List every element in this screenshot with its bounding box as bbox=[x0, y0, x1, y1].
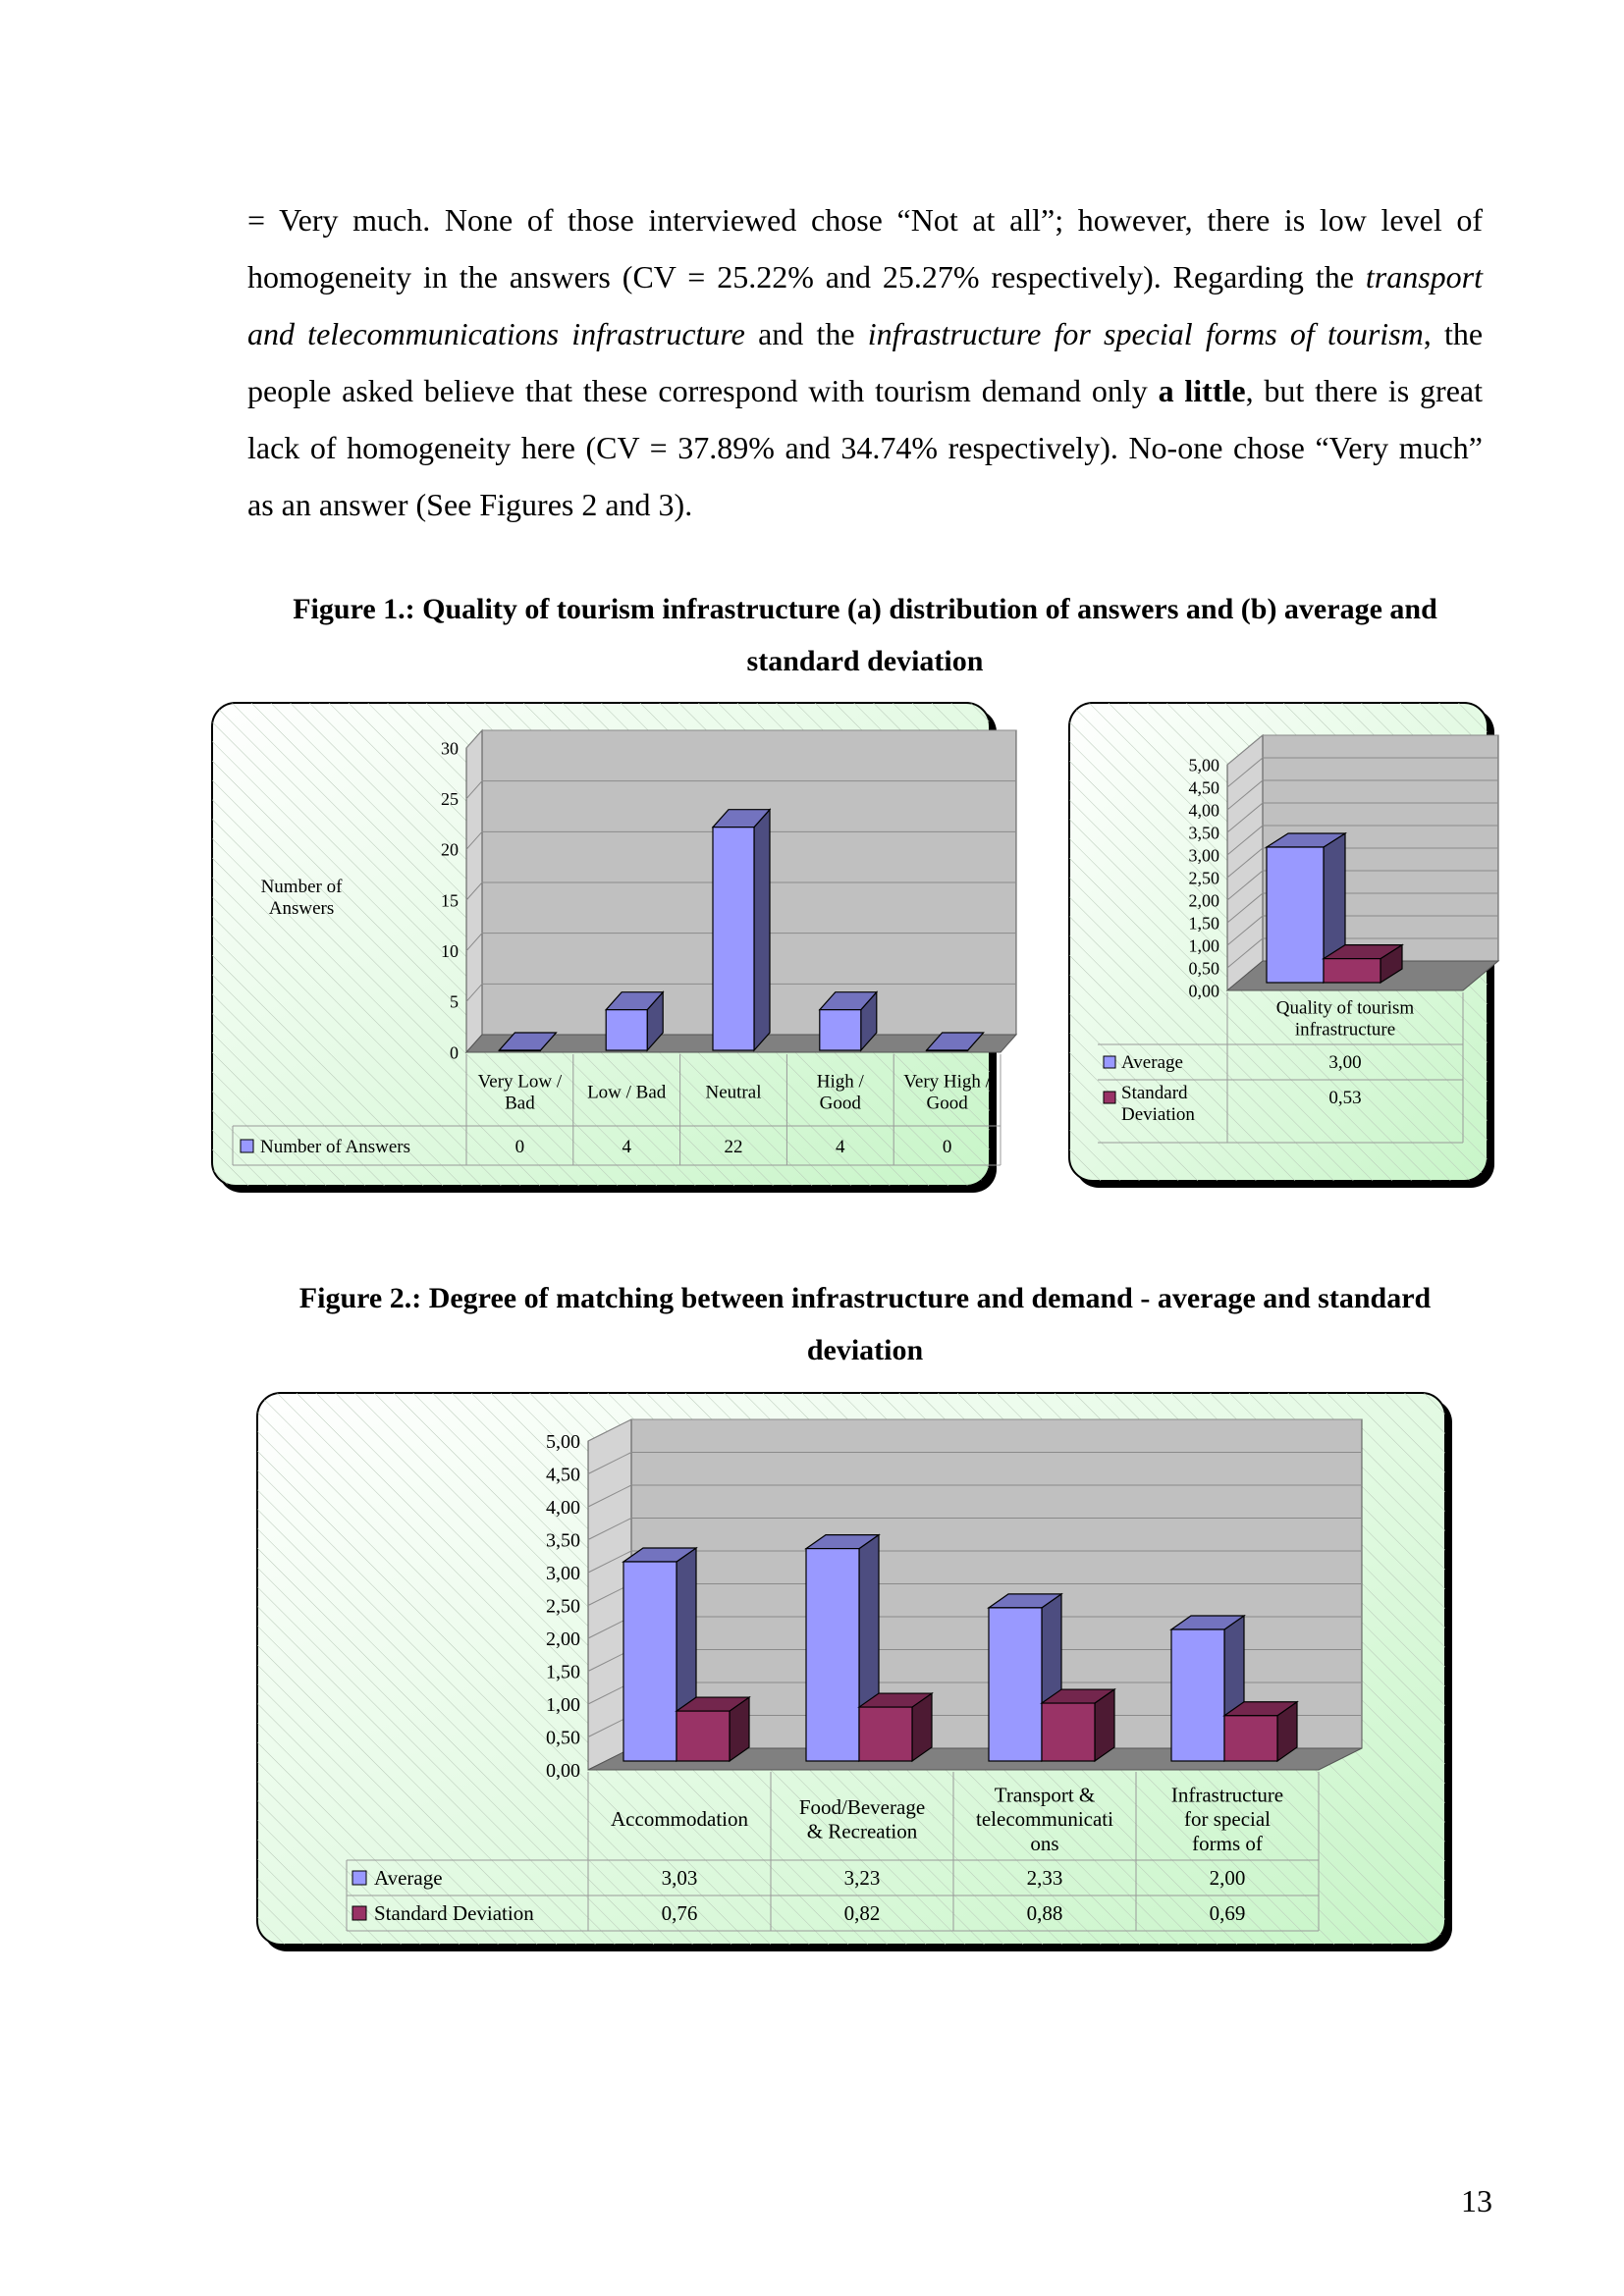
f2-y-tick-label: 4,50 bbox=[546, 1464, 580, 1486]
f1a-table-value: 0 bbox=[514, 1137, 525, 1157]
figure1-caption bbox=[247, 583, 1483, 687]
f1a-y-tick-label: 10 bbox=[441, 940, 459, 961]
f1a-y-tick-label: 0 bbox=[450, 1042, 459, 1063]
f1b-y-tick-label: 4,00 bbox=[1188, 800, 1219, 821]
f2-category-label: Food/Beverage & Recreation bbox=[798, 1794, 926, 1843]
figure1b-chart bbox=[1068, 702, 1494, 1188]
f1a-y-tick-label: 20 bbox=[441, 839, 459, 860]
body-text-1: = Very much. None of those interviewed chose “Not at all”; however, there is low level of homogeneity in the answers (CV = 25.22% and 25.27% respectively). Regarding the bbox=[247, 202, 1483, 294]
f2-table-value: 3,23 bbox=[843, 1866, 881, 1890]
f1a-category-label: Low / Bad bbox=[587, 1082, 667, 1103]
f2-bar bbox=[859, 1693, 932, 1761]
f2-y-tick-label: 3,00 bbox=[546, 1563, 580, 1584]
body-italic-1: transport and telecommunications infrastructure bbox=[247, 259, 1483, 351]
f1b-y-tick-label: 2,00 bbox=[1188, 890, 1219, 911]
f1a-bar bbox=[713, 810, 770, 1050]
figure1-caption-line1: Figure 1.: Quality of tourism infrastructure (a) distribution of answers and (b) average and bbox=[293, 593, 1437, 625]
f2-y-tick-label: 1,50 bbox=[546, 1661, 580, 1683]
f1b-legend-label: Standard Deviation bbox=[1121, 1082, 1195, 1126]
f1a-y-axis-title: Number of Answers bbox=[260, 876, 343, 920]
f1b-y-tick-label: 3,50 bbox=[1188, 823, 1219, 843]
f1a-category-label: High / Good bbox=[816, 1071, 864, 1114]
page-number: 13 bbox=[1461, 2183, 1492, 2218]
f1b-legend-label: Average bbox=[1121, 1052, 1183, 1073]
body-paragraph bbox=[247, 191, 1483, 533]
figure1a-chart bbox=[211, 702, 997, 1193]
f2-y-tick-label: 0,50 bbox=[546, 1727, 580, 1749]
f1b-legend-key bbox=[1104, 1056, 1115, 1068]
f1b-category-label: Quality of tourism infrastructure bbox=[1275, 997, 1415, 1041]
f1b-y-tick-label: 1,50 bbox=[1188, 913, 1219, 934]
f2-y-tick-label: 4,00 bbox=[546, 1497, 580, 1519]
f2-y-tick-label: 5,00 bbox=[546, 1431, 580, 1453]
f2-category-label: Transport & telecommunicati ons bbox=[976, 1783, 1113, 1855]
f2-category-label: Accommodation bbox=[611, 1807, 748, 1831]
f1b-legend-key bbox=[1104, 1092, 1115, 1103]
f2-y-tick-label: 2,00 bbox=[546, 1629, 580, 1650]
f1a-category-label: Very High / Good bbox=[903, 1071, 991, 1114]
f2-table-value: 0,88 bbox=[1026, 1901, 1063, 1925]
body-bold-1: a little bbox=[1158, 373, 1246, 408]
f1b-bar bbox=[1324, 945, 1402, 983]
figure2-caption bbox=[247, 1272, 1483, 1376]
f2-y-tick-label: 1,00 bbox=[546, 1694, 580, 1716]
body-text-3: , the people asked believe that these correspond with tourism demand only bbox=[247, 316, 1484, 408]
f2-table-value: 2,00 bbox=[1209, 1866, 1246, 1890]
f2-bar bbox=[1042, 1689, 1114, 1761]
f2-legend-key bbox=[352, 1906, 366, 1920]
f2-y-tick-label: 2,50 bbox=[546, 1595, 580, 1618]
f2-y-tick-label: 0,00 bbox=[546, 1760, 580, 1782]
f1b-y-tick-label: 1,00 bbox=[1188, 935, 1219, 956]
f1b-table-value: 0,53 bbox=[1328, 1088, 1362, 1108]
f2-table-value: 2,33 bbox=[1026, 1866, 1063, 1890]
figure2-caption-line1: Figure 2.: Degree of matching between infrastructure and demand - average and standard bbox=[298, 1282, 1432, 1314]
f2-bar bbox=[677, 1697, 749, 1761]
f2-legend-label: Average bbox=[374, 1866, 443, 1890]
body-text-2: and the bbox=[744, 316, 868, 351]
body-text-4: , but there is great lack of homogeneity here (CV = 37.89% and 34.74% respectively). No-one chose “Very much” as an answer (See Figures 2 and 3). bbox=[247, 373, 1484, 522]
f1a-bar bbox=[606, 992, 663, 1050]
f1a-y-tick-label: 5 bbox=[450, 991, 459, 1012]
figure2-caption-line2: deviation bbox=[806, 1334, 924, 1366]
f1a-y-tick-label: 15 bbox=[441, 890, 459, 911]
figure1-caption-line2: standard deviation bbox=[746, 645, 984, 677]
f1a-category-label: Very Low / Bad bbox=[477, 1071, 563, 1114]
body-italic-2: infrastructure for special forms of tourism bbox=[867, 316, 1424, 351]
f1a-legend-label: Number of Answers bbox=[260, 1137, 411, 1157]
f2-category-label: Infrastructure for special forms of bbox=[1170, 1783, 1284, 1855]
f2-table-value: 0,69 bbox=[1209, 1901, 1246, 1925]
f2-legend-key bbox=[352, 1871, 366, 1885]
f1a-legend-key bbox=[241, 1140, 253, 1152]
figure2-chart bbox=[256, 1392, 1452, 1951]
f1a-category-label: Neutral bbox=[705, 1082, 762, 1103]
f1a-bar bbox=[820, 992, 877, 1050]
f1a-y-tick-label: 25 bbox=[441, 788, 459, 809]
f1b-y-tick-label: 0,50 bbox=[1188, 958, 1219, 979]
f1b-y-tick-label: 5,00 bbox=[1188, 755, 1219, 775]
f2-table-value: 3,03 bbox=[661, 1866, 698, 1890]
f1b-y-tick-label: 3,00 bbox=[1188, 845, 1219, 866]
f2-table-value: 0,82 bbox=[843, 1901, 881, 1925]
f2-bar bbox=[1224, 1702, 1297, 1761]
f1b-y-tick-label: 0,00 bbox=[1188, 981, 1219, 1001]
f2-table-value: 0,76 bbox=[661, 1901, 698, 1925]
f2-legend-label: Standard Deviation bbox=[374, 1901, 534, 1925]
f1a-table-value: 0 bbox=[942, 1137, 952, 1157]
f1a-table-value: 4 bbox=[622, 1137, 631, 1157]
f2-y-tick-label: 3,50 bbox=[546, 1529, 580, 1552]
f1a-y-tick-label: 30 bbox=[441, 738, 459, 759]
f1b-y-tick-label: 2,50 bbox=[1188, 868, 1219, 888]
f1a-table-value: 22 bbox=[724, 1137, 743, 1157]
f1a-table-value: 4 bbox=[836, 1137, 845, 1157]
f1b-table-value: 3,00 bbox=[1328, 1052, 1362, 1073]
f1b-y-tick-label: 4,50 bbox=[1188, 777, 1219, 798]
